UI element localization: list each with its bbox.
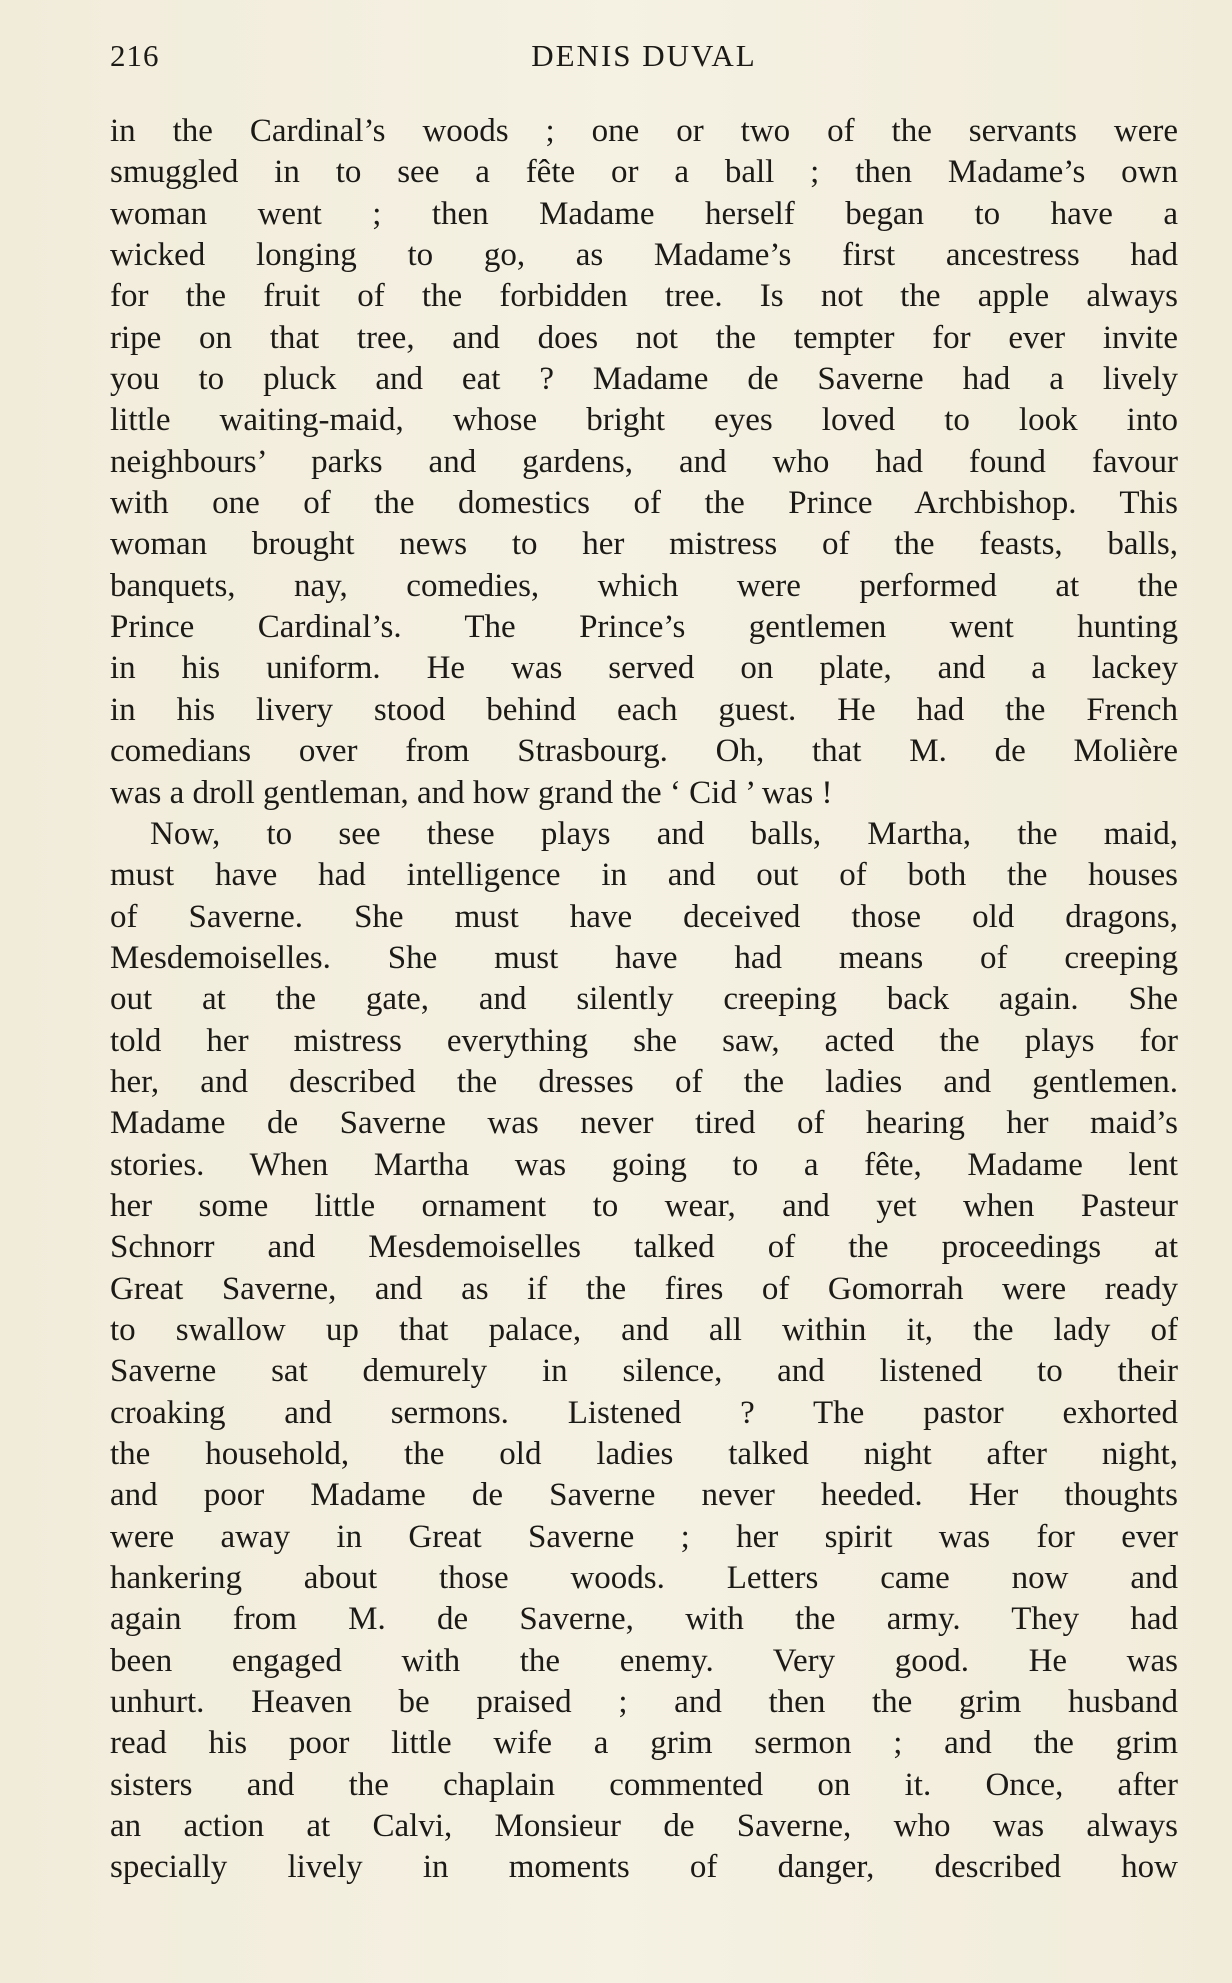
text-line: for the fruit of the forbidden tree. Is not the apple always <box>110 278 1178 315</box>
text-line: been engaged with the enemy. Very good. He was <box>110 1642 1178 1679</box>
text-line: Prince Cardinal’s. The Prince’s gentlemen went hunting <box>110 609 1178 646</box>
text-line: and poor Madame de Saverne never heeded. Her thoughts <box>110 1477 1178 1514</box>
paragraph-start-line: Now, to see these plays and balls, Martha, the maid, <box>150 815 1178 852</box>
text-line: of Saverne. She must have deceived those old dragons, <box>110 898 1178 935</box>
text-line: her some little ornament to wear, and yet when Pasteur <box>110 1187 1178 1224</box>
text-line: Madame de Saverne was never tired of hearing her maid’s <box>110 1105 1178 1142</box>
text-line: hankering about those woods. Letters came now and <box>110 1560 1178 1597</box>
text-line: Schnorr and Mesdemoiselles talked of the proceedings at <box>110 1229 1178 1266</box>
text-line: you to pluck and eat ? Madame de Saverne had a lively <box>110 361 1178 398</box>
text-line: unhurt. Heaven be praised ; and then the grim husband <box>110 1684 1178 1721</box>
page-header <box>110 38 1178 78</box>
text-line: the household, the old ladies talked night after night, <box>110 1436 1178 1472</box>
text-line: an action at Calvi, Monsieur de Saverne, who was always <box>110 1808 1178 1845</box>
text-line: to swallow up that palace, and all within it, the lady of <box>110 1311 1178 1348</box>
text-line: sisters and the chaplain commented on it. Once, after <box>110 1766 1178 1803</box>
text-line: little waiting-maid, whose bright eyes loved to look into <box>110 402 1178 439</box>
text-line: stories. When Martha was going to a fête, Madame lent <box>110 1146 1178 1183</box>
text-line: her, and described the dresses of the ladies and gentlemen. <box>110 1063 1178 1100</box>
text-line: banquets, nay, comedies, which were performed at the <box>110 567 1178 604</box>
text-line: wicked longing to go, as Madame’s first ancestress had <box>110 237 1178 274</box>
text-line: Saverne sat demurely in silence, and listened to their <box>110 1353 1178 1390</box>
text-line: smuggled in to see a fête or a ball ; then Madame’s own <box>110 154 1178 191</box>
text-line: neighbours’ parks and gardens, and who had found favour <box>110 443 1178 480</box>
text-line: in his livery stood behind each guest. He had the French <box>110 691 1178 728</box>
text-line: comedians over from Strasbourg. Oh, that M. de Molière <box>110 733 1178 770</box>
text-line: in the Cardinal’s woods ; one or two of the servants were <box>110 113 1178 149</box>
text-line: woman went ; then Madame herself began to have a <box>110 195 1178 232</box>
body-text <box>110 111 1178 1889</box>
text-line: Great Saverne, and as if the fires of Gomorrah were ready <box>110 1270 1178 1307</box>
paragraph-end-line: was a droll gentleman, and how grand the ‘ Cid ’ was ! <box>110 774 833 811</box>
text-line: ripe on that tree, and does not the tempter for ever invite <box>110 319 1178 356</box>
text-line: in his uniform. He was served on plate, and a lackey <box>110 650 1178 687</box>
text-line: woman brought news to her mistress of the feasts, balls, <box>110 526 1178 563</box>
text-line: must have had intelligence in and out of both the houses <box>110 857 1178 894</box>
text-line: told her mistress everything she saw, acted the plays for <box>110 1022 1178 1059</box>
text-line: again from M. de Saverne, with the army. They had <box>110 1601 1178 1638</box>
text-line: with one of the domestics of the Prince Archbishop. This <box>110 485 1178 522</box>
text-line: croaking and sermons. Listened ? The pastor exhorted <box>110 1394 1178 1431</box>
running-head: DENIS DUVAL <box>531 38 757 73</box>
page-number: 216 <box>110 38 160 73</box>
text-line: Mesdemoiselles. She must have had means of creeping <box>110 939 1178 976</box>
text-line: specially lively in moments of danger, described how <box>110 1849 1178 1886</box>
text-line: read his poor little wife a grim sermon ; and the grim <box>110 1725 1178 1762</box>
text-line: were away in Great Saverne ; her spirit was for ever <box>110 1518 1178 1555</box>
text-line: out at the gate, and silently creeping back again. She <box>110 981 1178 1018</box>
